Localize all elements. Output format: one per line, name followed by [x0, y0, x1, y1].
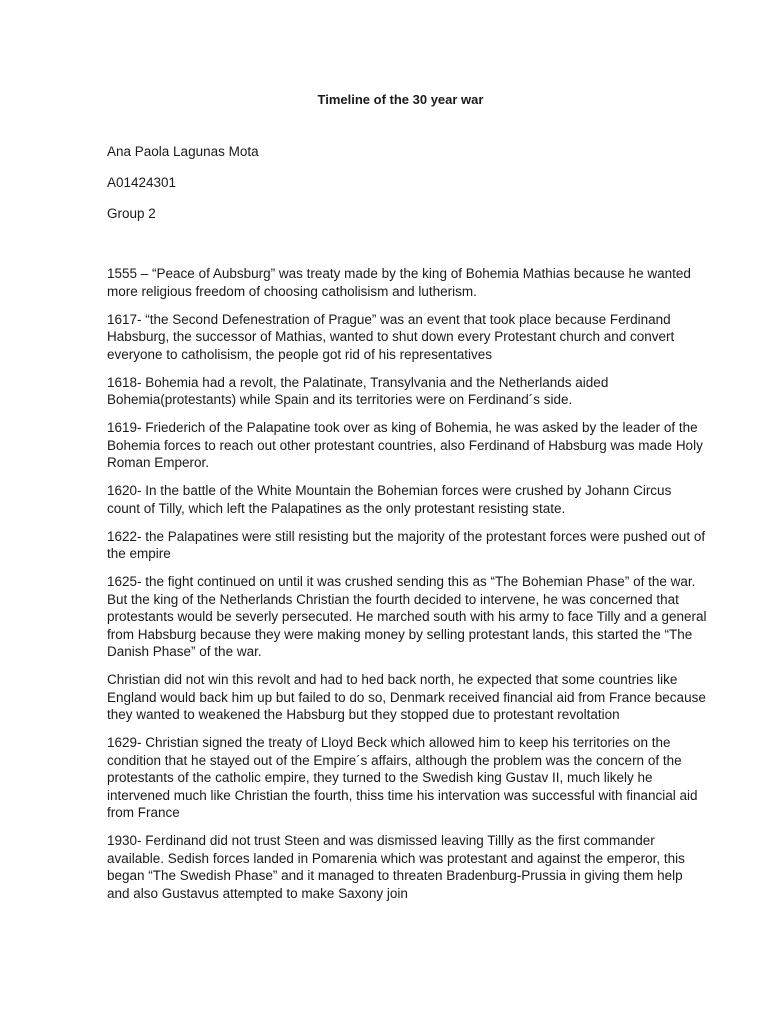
timeline-entry-christian: Christian did not win this revolt and had to hed back north, he expected that some countries like England would back him up but failed to do so, Denmark received financial aid from France because they wanted to weakened the Habsburg but they stopped due to protestant revoltation: [107, 672, 706, 722]
timeline-entries: [107, 265, 708, 902]
student-id: A01424301: [107, 175, 177, 190]
group-label: Group 2: [107, 206, 156, 221]
timeline-entry-1617: 1617- “the Second Defenestration of Prague” was an event that took place because Ferdinand Habsburg, the successor of Mathias, wanted to shut down every Protestant church and convert everyone to catholisism, the people got rid of his representatives: [107, 311, 675, 362]
timeline-entry-1618: 1618- Bohemia had a revolt, the Palatinate, Transylvania and the Netherlands aided Bohemia(protestants) while Spain and its territories were on Ferdinand´s side.: [107, 374, 609, 407]
timeline-entry-1625: 1625- the fight continued on until it was crushed sending this as “The Bohemian Phase” of the war. But the king of the Netherlands Christian the fourth decided to intervene, he was concerned that protestants would be severly persecuted. He marched south with his army to face Tilly and a general from Habsburg because they were making money by selling protestant lands, this started the “The Danish Phase” of the war.: [107, 574, 707, 659]
timeline-entry-1622: 1622- the Palapatines were still resisting but the majority of the protestant forces were pushed out of the empire: [107, 528, 706, 561]
timeline-entry-1619: 1619- Friederich of the Palapatine took over as king of Bohemia, he was asked by the leader of the Bohemia forces to reach out other protestant countries, also Ferdinand of Habsburg was made Holy Roman Emperor.: [107, 420, 703, 470]
timeline-entry-1620: 1620- In the battle of the White Mountain the Bohemian forces were crushed by Johann Circus count of Tilly, which left the Palapatines as the only protestant resisting state.: [107, 483, 672, 516]
author-name: Ana Paola Lagunas Mota: [107, 144, 259, 159]
timeline-entry-1930: 1930- Ferdinand did not trust Steen and was dismissed leaving Tillly as the first commander available. Sedish forces landed in Pomarenia which was protestant and against the emperor, this began “The Swedish Phase” and it managed to threaten Bradenburg-Prussia in giving them help and also Gustavus attempted to make Saxony join: [107, 833, 685, 901]
document-title: Timeline of the 30 year war: [317, 92, 484, 107]
timeline-entry-1555: 1555 – “Peace of Aubsburg” was treaty made by the king of Bohemia Mathias because he wanted more religious freedom of choosing catholisism and lutherism.: [107, 266, 691, 299]
author-info: [107, 144, 708, 222]
timeline-entry-1629: 1629- Christian signed the treaty of Lloyd Beck which allowed him to keep his territories on the condition that he stayed out of the Empire´s affairs, although the problem was the concern of the protestants of the catholic empire, they turned to the Swedish king Gustav II, much likely he intervened much like Christian the fourth, thiss time his intervation was successful with financial aid from France: [107, 735, 698, 820]
